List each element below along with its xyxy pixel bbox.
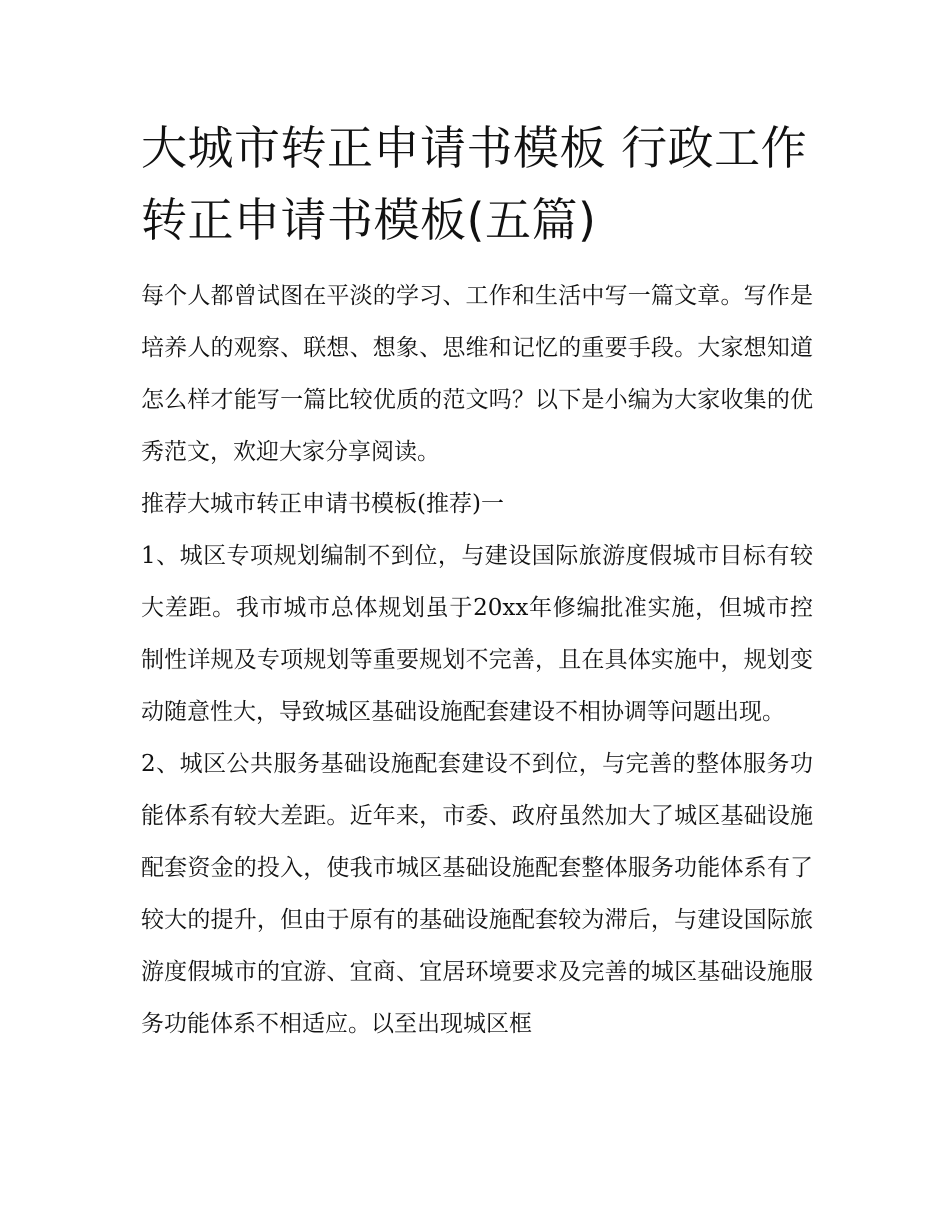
body-paragraph-2: 2、城区公共服务基础设施配套建设不到位，与完善的整体服务功能体系有较大差距。近年来，市委、政府虽然加大了城区基础设施配套资金的投入，使我市城区基础设施配套整体服务功能体系有了较大的提升，但由于原有的基础设施配套较为滞后，与建设国际旅游度假城市的宜游、宜商、宜居环境要求及完善的城区基础设施服务功能体系不相适应。以至出现城区框	[141, 751, 813, 1037]
document-title: 大城市转正申请书模板 行政工作转正申请书模板(五篇)	[141, 121, 808, 247]
intro-paragraph: 每个人都曾试图在平淡的学习、工作和生活中写一篇文章。写作是培养人的观察、联想、想象、思维和记忆的重要手段。大家想知道怎么样才能写一篇比较优质的范文吗？以下是小编为大家收集的优秀范文，欢迎大家分享阅读。	[141, 283, 813, 465]
document-body	[141, 270, 813, 1050]
document-content	[141, 112, 813, 1050]
body-paragraph-1: 1、城区专项规划编制不到位，与建设国际旅游度假城市目标有较大差距。我市城市总体规划虽于20xx年修编批准实施，但城市控制性详规及专项规划等重要规划不完善，且在具体实施中，规划变动随意性大，导致城区基础设施配套建设不相协调等问题出现。	[141, 543, 813, 725]
section-heading: 推荐大城市转正申请书模板(推荐)一	[141, 491, 504, 517]
